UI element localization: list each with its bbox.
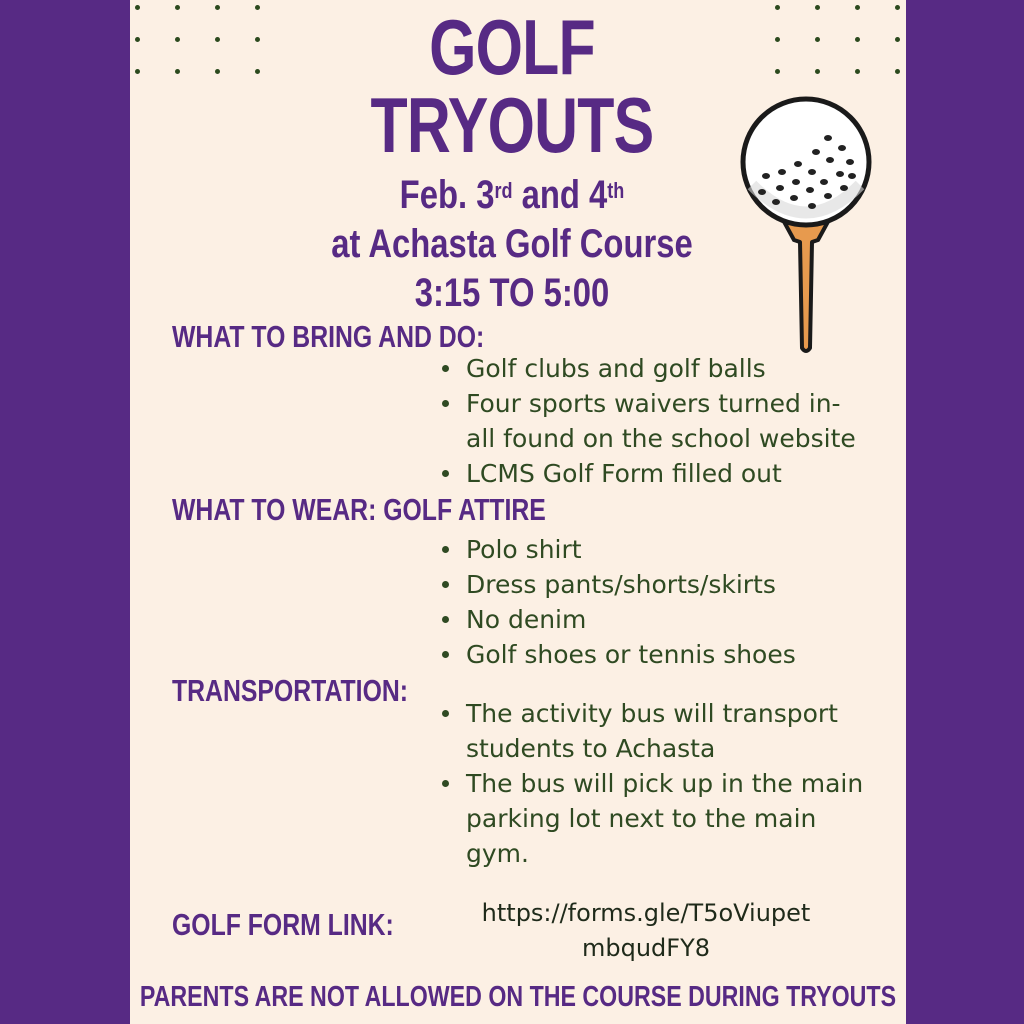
wear-heading: WHAT TO WEAR: GOLF ATTIRE: [172, 492, 546, 527]
date-sup-2: th: [607, 178, 625, 203]
date-part-1: Feb. 3: [399, 173, 495, 217]
list-item: Dress pants/shorts/skirts: [440, 567, 870, 602]
location-line: at Achasta Golf Course: [331, 222, 693, 266]
golf-ball-icon: [732, 90, 880, 360]
transport-list: [440, 696, 870, 871]
list-item: The bus will pick up in the main parking lot next to the main gym.: [440, 766, 870, 871]
form-link-line-1[interactable]: https://forms.gle/T5oViupet: [481, 899, 811, 927]
list-item: Four sports waivers turned in- all found on the school website: [440, 386, 870, 456]
bring-list: [440, 351, 870, 491]
footer-notice: PARENTS ARE NOT ALLOWED ON THE COURSE DURING TRYOUTS: [139, 981, 897, 1013]
list-item: Golf clubs and golf balls: [440, 351, 870, 386]
date-part-2: and 4: [512, 173, 608, 217]
transport-heading: TRANSPORTATION:: [172, 673, 409, 708]
date-sup-1: rd: [494, 178, 513, 203]
list-item: LCMS Golf Form filled out: [440, 456, 870, 491]
list-item: The activity bus will transport students to Achasta: [440, 696, 870, 766]
bring-heading: WHAT TO BRING AND DO:: [172, 319, 485, 354]
wear-list: [440, 532, 870, 672]
title-golf: GOLF: [429, 3, 595, 91]
list-item: Golf shoes or tennis shoes: [440, 637, 870, 672]
title-tryouts: TRYOUTS: [370, 81, 654, 169]
form-link[interactable]: [440, 896, 852, 966]
form-link-heading: GOLF FORM LINK:: [172, 907, 394, 942]
list-item: No denim: [440, 602, 870, 637]
time-line: 3:15 TO 5:00: [414, 271, 610, 315]
list-item: Polo shirt: [440, 532, 870, 567]
form-link-line-2[interactable]: mbqudFY8: [581, 934, 711, 962]
